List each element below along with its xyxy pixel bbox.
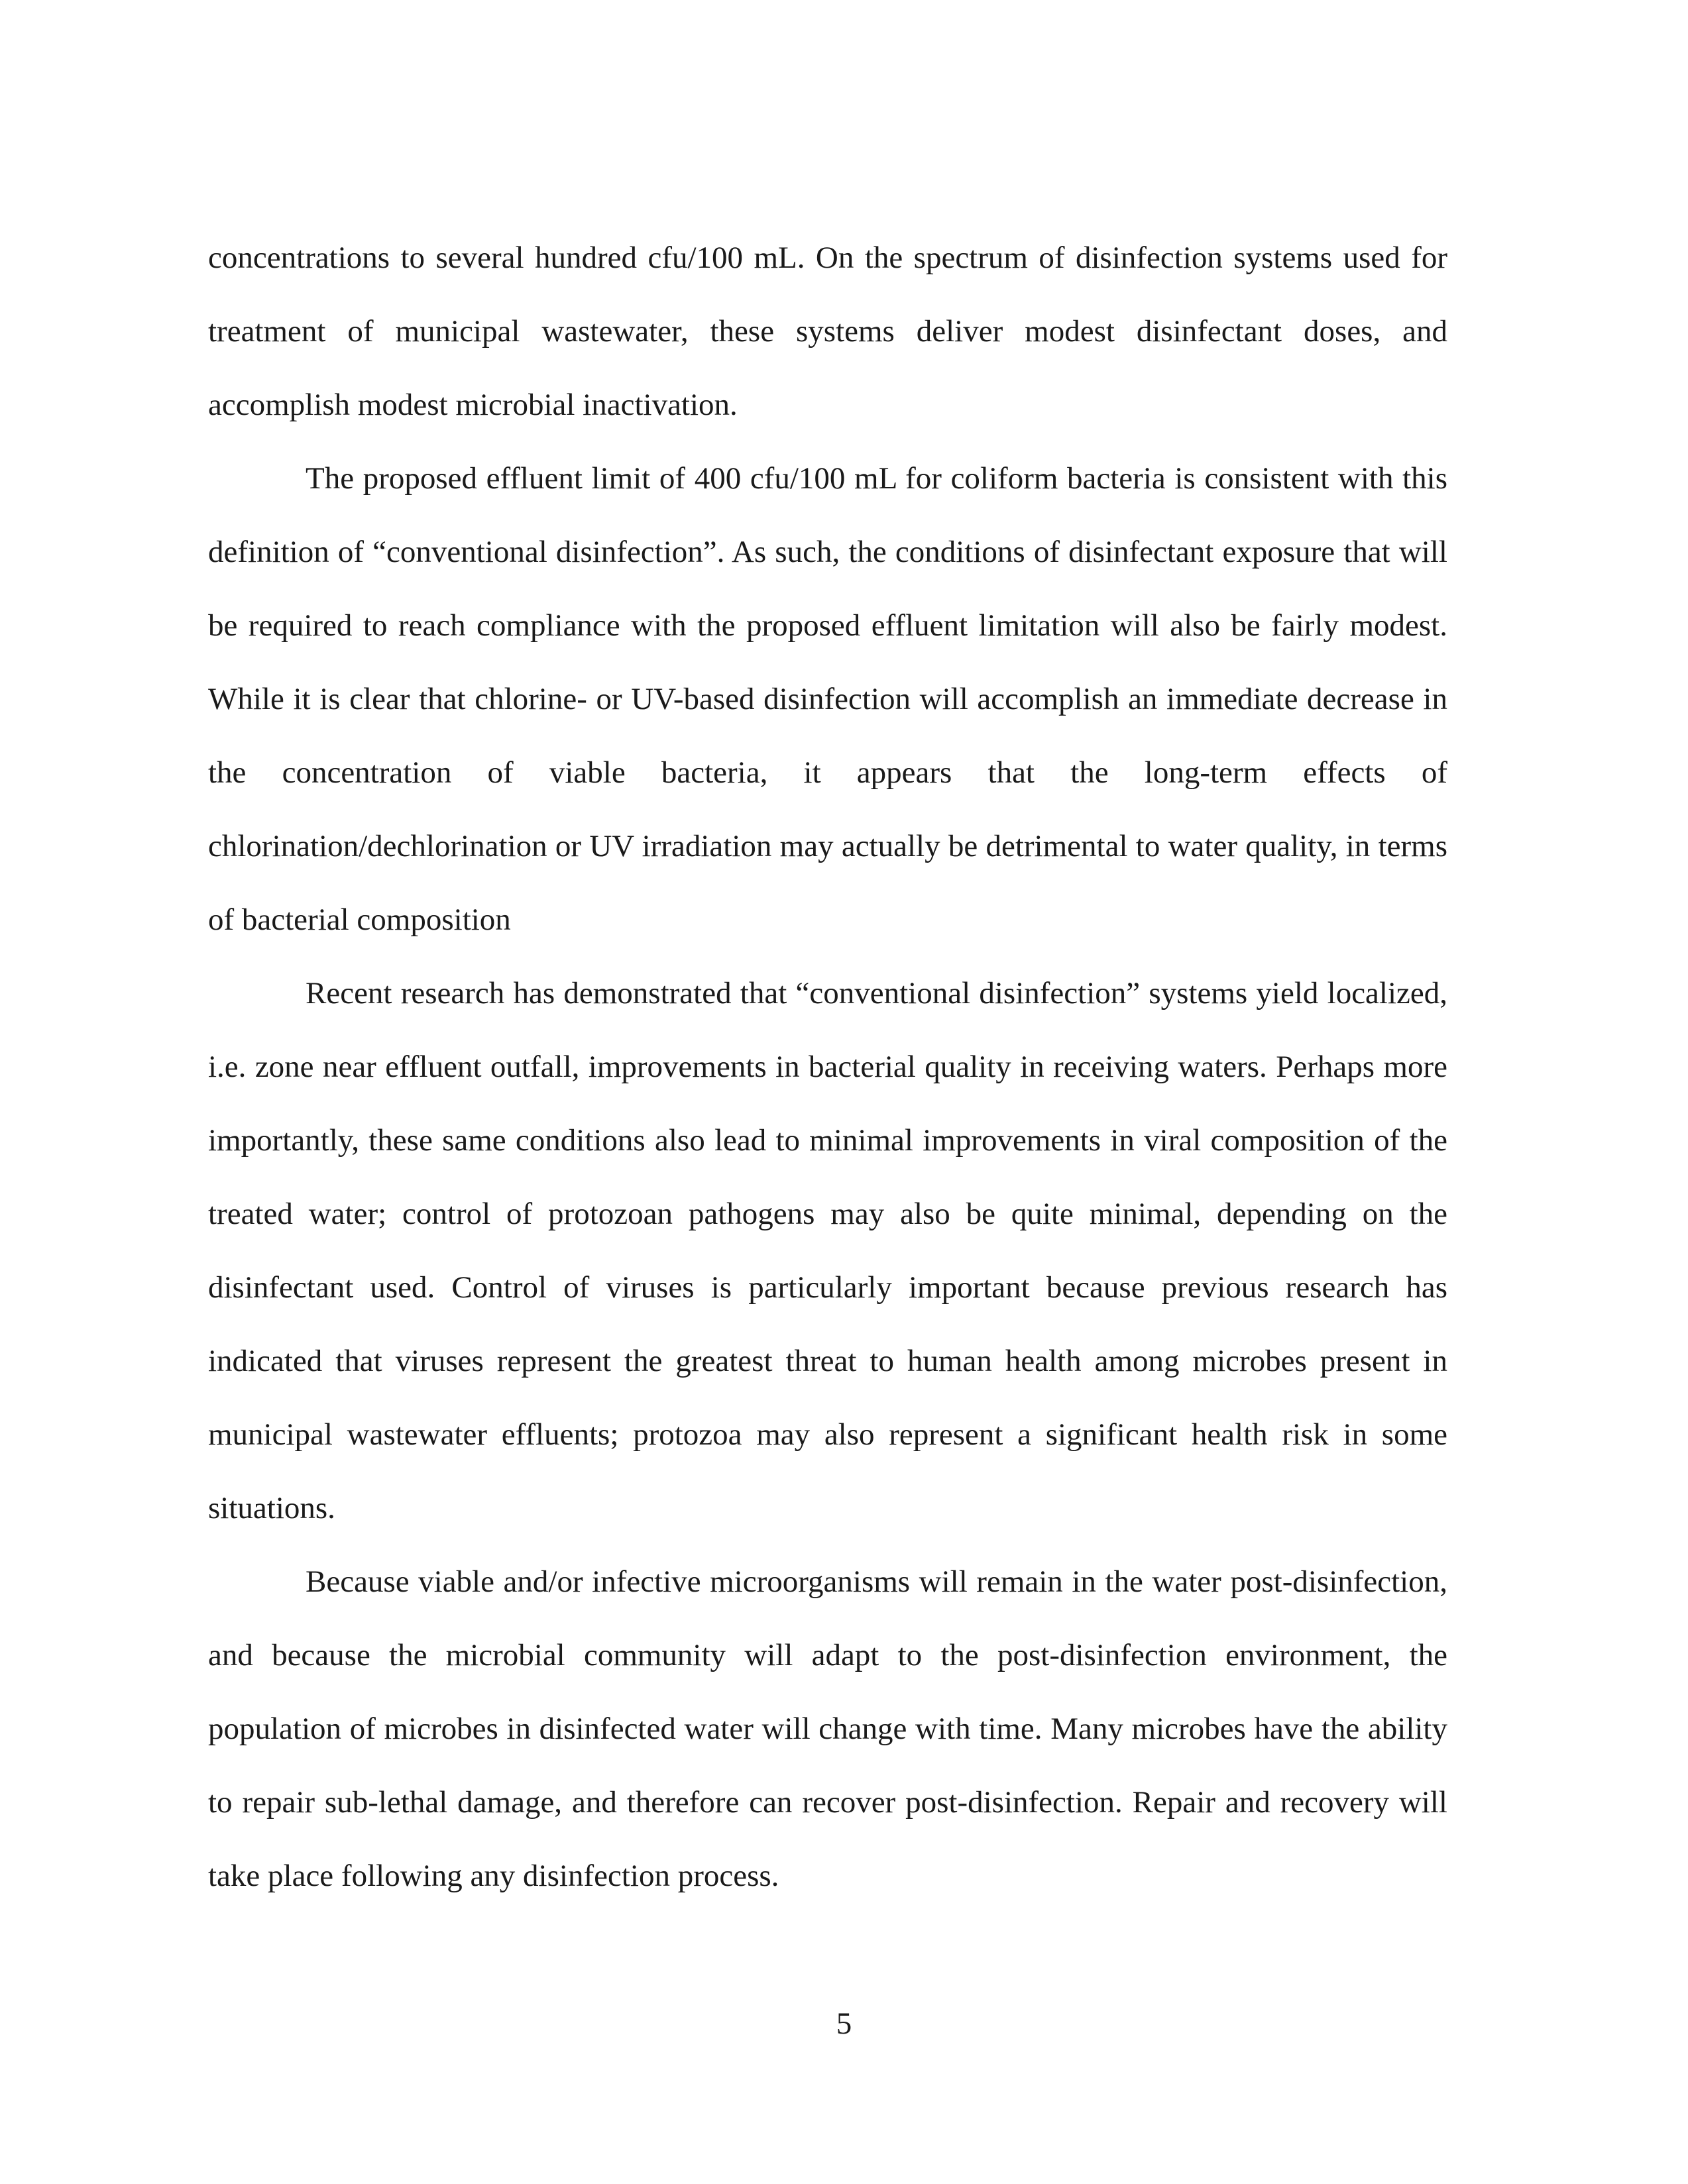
paragraph-continuation: concentrations to several hundred cfu/100 mL. On the spectrum of disinfection systems used for treatment of municipal wastewater, these systems deliver modest disinfectant doses, and accomplish modest microbial inactivation. bbox=[208, 241, 1447, 422]
paragraph-recent-research: Recent research has demonstrated that “conventional disinfection” systems yield localized, i.e. zone near effluent outfall, improvements in bacterial quality in receiving waters. Perhaps more importantly, these same conditions also lead to minimal improvements in viral composition of the treated water; control of protozoan pathogens may also be quite minimal, depending on the disinfectant used. Control of viruses is particularly important because previous research has indicated that viruses represent the greatest threat to human health among microbes present in municipal wastewater effluents; protozoa may also represent a significant health risk in some situations. bbox=[208, 976, 1447, 1525]
body-text bbox=[208, 221, 1447, 1913]
page-number: 5 bbox=[836, 2006, 852, 2041]
paragraph-effluent-limit: The proposed effluent limit of 400 cfu/100 mL for coliform bacteria is consistent with this definition of “conventional disinfection”. As such, the conditions of disinfectant exposure that will be required to reach compliance with the proposed effluent limitation will also be fairly modest. While it is clear that chlorine- or UV-based disinfection will accomplish an immediate decrease in the concentration of viable bacteria, it appears that the long-term effects of chlorination/dechlorination or UV irradiation may actually be detrimental to water quality, in terms of bacterial composition bbox=[208, 461, 1447, 937]
paragraph-repair-recovery: Because viable and/or infective microorganisms will remain in the water post-disinfection, and because the microbial community will adapt to the post-disinfection environment, the population of microbes in disinfected water will change with time. Many microbes have the ability to repair sub-lethal damage, and therefore can recover post-disinfection. Repair and recovery will take place following any disinfection process. bbox=[208, 1564, 1447, 1893]
